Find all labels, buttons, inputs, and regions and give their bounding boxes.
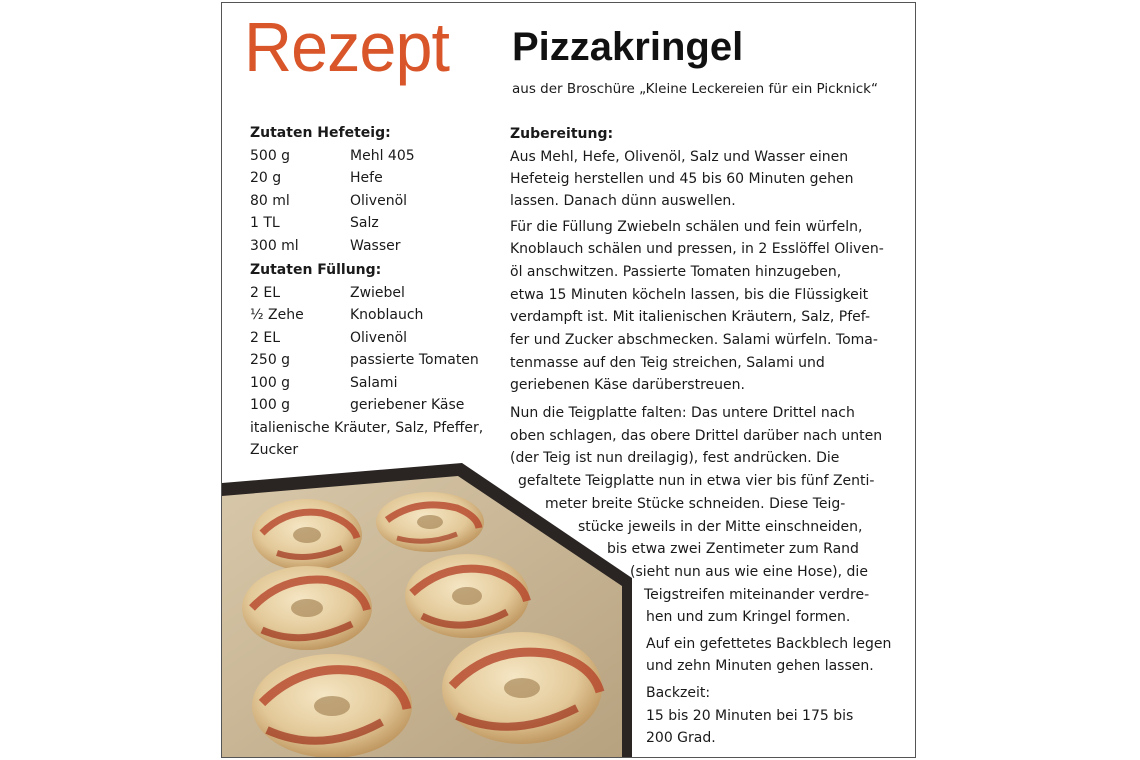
ingredient-item: Salami [350,374,398,391]
preparation-line: öl anschwitzen. Passierte Tomaten hinzugeben, [510,264,842,280]
preparation-line: Nun die Teigplatte falten: Das untere Drittel nach [510,405,855,421]
ingredient-qty: ½ Zehe [250,307,304,323]
preparation-line: geriebenen Käse darüberstreuen. [510,377,745,393]
preparation-line: Knoblauch schälen und pressen, in 2 Esslöffel Oliven- [510,241,884,257]
ingredient-item: Mehl 405 [350,147,415,164]
preparation-line: verdampft ist. Mit italienischen Kräutern, Salz, Pfef- [510,309,870,325]
preparation-heading: Zubereitung: [510,126,614,142]
ingredient-item: Salz [350,215,379,231]
ingredient-qty: 100 g [250,374,291,391]
ingredient-qty: 2 EL [250,284,281,301]
preparation-line: stücke jeweils in der Mitte einschneiden, [578,519,863,535]
preparation-line: Auf ein gefettetes Backblech legen [646,636,892,652]
preparation-line: Hefeteig herstellen und 45 bis 60 Minuten gehen [510,171,854,187]
ingredient-item: Knoblauch [350,307,424,323]
ingredient-qty: 100 g [250,397,291,413]
hefeteig-heading: Zutaten Hefeteig: [250,125,391,141]
preparation-line: oben schlagen, das obere Drittel darüber nach unten [510,428,883,444]
preparation-line: und zehn Minuten gehen lassen. [646,658,874,674]
spices-line: Zucker [250,442,299,458]
preparation-line: bis etwa zwei Zentimeter zum Rand [607,541,859,557]
ingredient-qty: 250 g [250,352,291,368]
ingredient-qty: 500 g [250,147,291,164]
ingredient-item: Zwiebel [350,284,405,301]
backzeit-line: 200 Grad. [646,730,716,746]
preparation-line: meter breite Stücke schneiden. Diese Teig- [545,496,846,512]
backzeit-line: 15 bis 20 Minuten bei 175 bis [646,708,854,724]
preparation-line: lassen. Danach dünn auswellen. [510,193,736,209]
ingredient-item: passierte Tomaten [350,352,479,368]
preparation-line: tenmasse auf den Teig streichen, Salami und [510,355,825,371]
preparation-line: Für die Füllung Zwiebeln schälen und fein würfeln, [510,219,863,235]
preparation-line: hen und zum Kringel formen. [646,609,851,625]
recipe-title: Pizzakringel [512,25,744,69]
preparation-line: etwa 15 Minuten köcheln lassen, bis die Flüssigkeit [510,287,869,303]
ingredient-qty: 80 ml [250,192,290,209]
preparation-line: fer und Zucker abschmecken. Salami würfeln. Toma- [510,332,878,348]
preparation-line: (der Teig ist nun dreilagig), fest andrücken. Die [510,450,840,466]
recipe-card [221,2,916,758]
preparation-line: gefaltete Teigplatte nun in etwa vier bis fünf Zenti- [518,473,875,489]
ingredient-item: geriebener Käse [350,397,465,413]
brand-title: Rezept [244,8,450,86]
spices-line: italienische Kräuter, Salz, Pfeffer, [250,419,484,436]
ingredient-qty: 1 TL [250,215,280,231]
ingredient-qty: 300 ml [250,237,299,254]
ingredient-item: Olivenöl [350,192,408,209]
preparation-line: Teigstreifen miteinander verdre- [644,587,870,603]
ingredient-item: Hefe [350,170,383,186]
preparation-line: Aus Mehl, Hefe, Olivenöl, Salz und Wasser einen [510,149,849,165]
recipe-subtitle: aus der Broschüre „Kleine Leckereien für ein Picknick“ [512,81,878,97]
ingredient-item: Wasser [350,237,401,254]
ingredient-qty: 2 EL [250,329,281,346]
preparation-section [222,3,916,758]
fuellung-heading: Zutaten Füllung: [250,262,382,278]
ingredient-qty: 20 g [250,170,282,186]
preparation-line: (sieht nun aus wie eine Hose), die [630,564,868,580]
ingredient-item: Olivenöl [350,329,408,346]
backzeit-heading: Backzeit: [646,685,711,701]
